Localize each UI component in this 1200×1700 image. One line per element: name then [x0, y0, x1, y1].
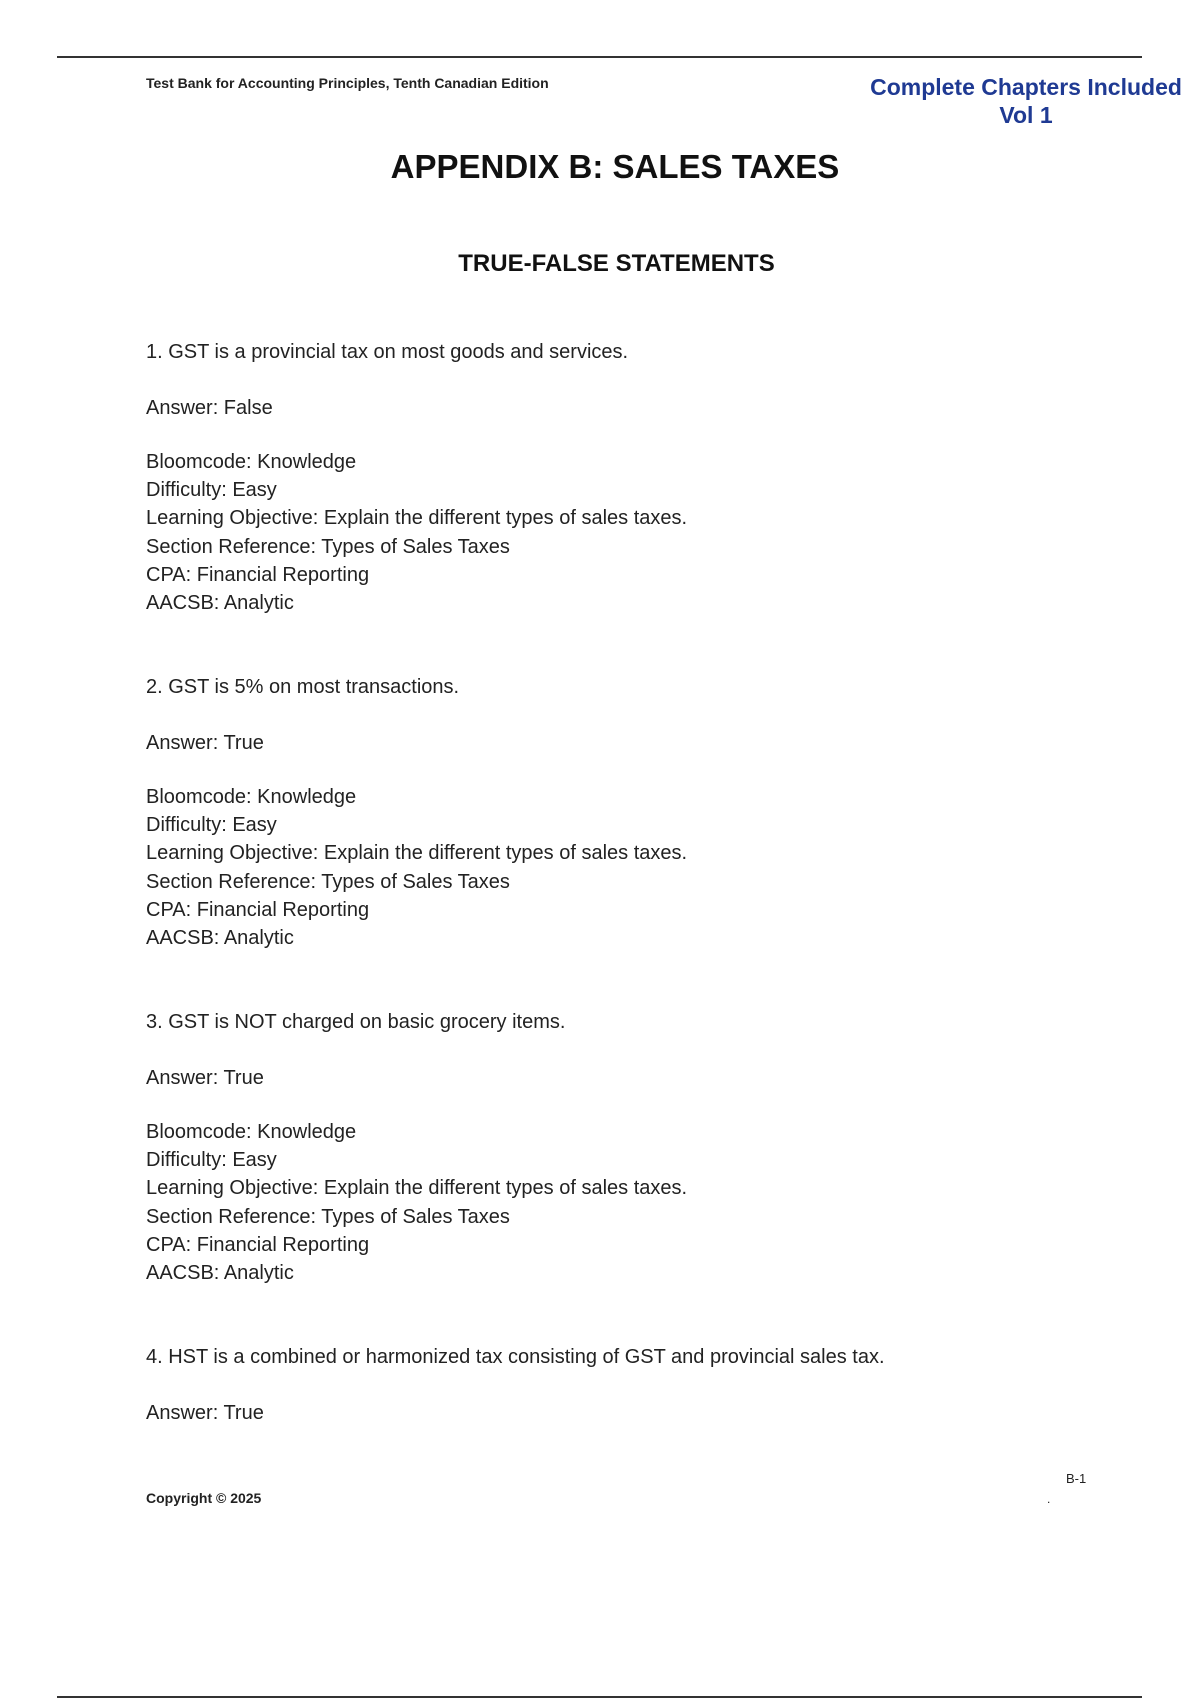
question-answer: Answer: False: [146, 397, 273, 419]
difficulty: Difficulty: Easy: [146, 814, 277, 837]
learning-objective: Learning Objective: Explain the different types of sales taxes.: [146, 507, 688, 530]
question-statement: 3. GST is NOT charged on basic grocery items.: [146, 1011, 566, 1033]
copyright: Copyright © 2025: [146, 1490, 262, 1506]
page-title: APPENDIX B: SALES TAXES: [390, 148, 840, 185]
question-metadata: [146, 1118, 1146, 1287]
promo-banner: [856, 73, 1196, 129]
footer-dot: .: [1047, 1492, 1051, 1506]
difficulty: Difficulty: Easy: [146, 479, 277, 502]
aacsb: AACSB: Analytic: [146, 926, 294, 949]
learning-objective: Learning Objective: Explain the different types of sales taxes.: [146, 1177, 688, 1200]
question-statement: 2. GST is 5% on most transactions.: [146, 676, 460, 698]
promo-line-2: Vol 1: [999, 102, 1053, 128]
running-header: Test Bank for Accounting Principles, Tenth Canadian Edition: [146, 75, 549, 91]
question-2: [146, 673, 1146, 952]
bottom-rule: [57, 1696, 1142, 1698]
cpa: CPA: Financial Reporting: [146, 898, 370, 921]
question-answer: Answer: True: [146, 1067, 264, 1089]
top-rule: [57, 56, 1142, 58]
section-subtitle: TRUE-FALSE STATEMENTS: [458, 250, 775, 277]
bloomcode: Bloomcode: Knowledge: [146, 786, 357, 808]
question-1: [146, 338, 1146, 617]
section-reference: Section Reference: Types of Sales Taxes: [146, 535, 510, 558]
question-answer: Answer: True: [146, 1402, 264, 1424]
cpa: CPA: Financial Reporting: [146, 1233, 370, 1256]
difficulty: Difficulty: Easy: [146, 1149, 277, 1172]
learning-objective: Learning Objective: Explain the different types of sales taxes.: [146, 842, 688, 865]
bloomcode: Bloomcode: Knowledge: [146, 1121, 357, 1143]
question-statement: 1. GST is a provincial tax on most goods and services.: [146, 341, 629, 363]
question-metadata: [146, 783, 1146, 952]
page-number: B-1: [1066, 1471, 1087, 1486]
cpa: CPA: Financial Reporting: [146, 563, 370, 586]
aacsb: AACSB: Analytic: [146, 1261, 294, 1284]
aacsb: AACSB: Analytic: [146, 591, 294, 614]
question-metadata: [146, 448, 1146, 617]
bloomcode: Bloomcode: Knowledge: [146, 451, 357, 473]
question-4: [146, 1343, 1146, 1427]
section-reference: Section Reference: Types of Sales Taxes: [146, 870, 510, 893]
section-reference: Section Reference: Types of Sales Taxes: [146, 1205, 510, 1228]
question-statement: 4. HST is a combined or harmonized tax consisting of GST and provincial sales tax.: [146, 1346, 885, 1368]
promo-line-1: Complete Chapters Included: [870, 74, 1182, 100]
question-3: [146, 1008, 1146, 1287]
question-answer: Answer: True: [146, 732, 264, 754]
